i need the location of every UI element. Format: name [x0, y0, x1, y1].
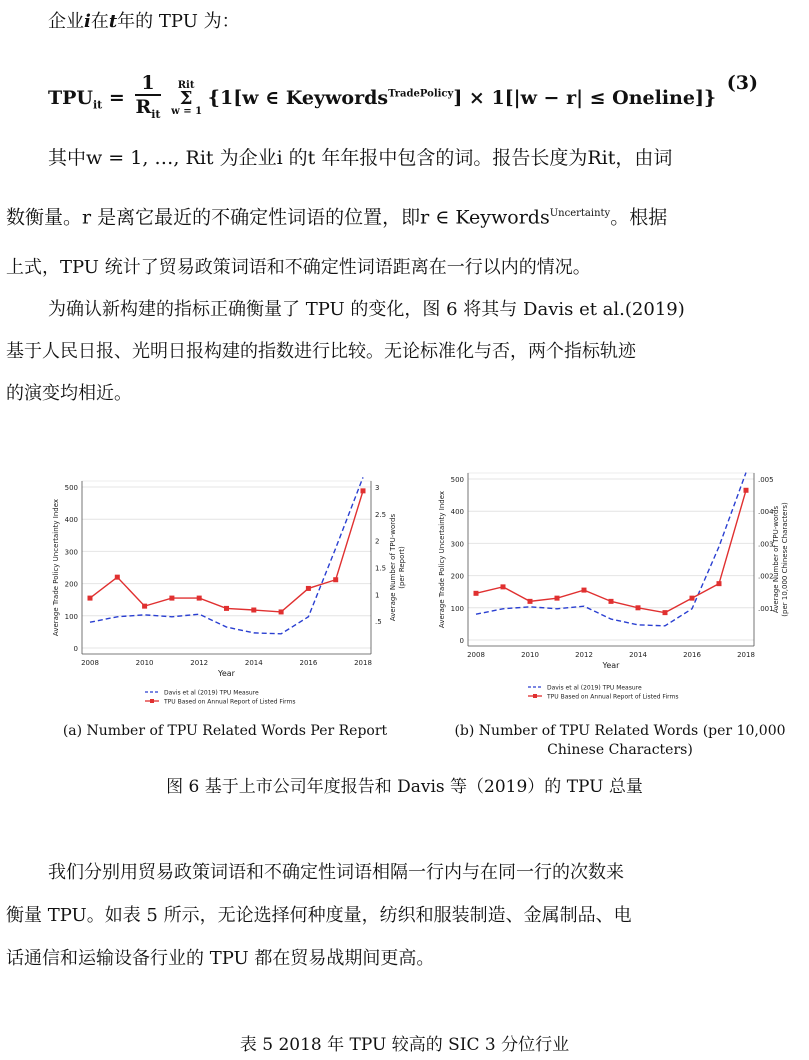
data-point	[279, 609, 284, 614]
y-tick-label-left: 200	[450, 572, 464, 581]
x-tick-label: 2016	[683, 651, 701, 659]
legend-label: Davis et al (2019) TPU Measure	[164, 689, 259, 697]
data-point	[224, 606, 229, 611]
y-axis-title-left: Average Trade Policy Uncertainty Index	[52, 498, 60, 637]
x-tick-label: 2008	[81, 659, 99, 667]
y-axis-title-right: Average Number of TPU-words	[389, 513, 397, 622]
x-tick-label: 2010	[521, 651, 539, 659]
y-tick-label-left: 100	[450, 604, 464, 613]
chart-b-svg	[428, 462, 800, 715]
data-point	[306, 586, 311, 591]
para2-line2: 基于人民日报、光明日报构建的指数进行比较。无论标准化与否，两个指标轨迹	[6, 341, 636, 362]
y-tick-label-left: 500	[450, 476, 464, 484]
y-tick-label-right: .5	[375, 618, 382, 627]
para3-line3: 话通信和运输设备行业的 TPU 都在贸易战期间更高。	[6, 948, 435, 969]
table-caption: 表 5 2018 年 TPU 较高的 SIC 3 分位行业	[239, 1035, 570, 1055]
para3-line1: 我们分别用贸易政策词语和不确定性词语相隔一行内与在同一行的次数来	[48, 862, 624, 883]
y-axis-title-right: (per 10,000 Chinese Characters)	[781, 502, 789, 617]
data-point	[690, 596, 695, 601]
sum-symbol: Rit Σ w = 1	[171, 79, 203, 117]
y-axis-title-right: Average Number of TPU-words	[772, 505, 780, 614]
y-tick-label-right: 2	[375, 537, 380, 546]
x-tick-label: 2018	[737, 651, 755, 659]
y-tick-label-left: 100	[64, 612, 78, 621]
formula-fraction: $\frac{1}{R_{it}}$	[135, 72, 161, 121]
data-point	[142, 604, 147, 609]
data-point	[474, 591, 479, 596]
para2-line3: 的演变均相近。	[6, 383, 132, 404]
x-tick-label: 2014	[629, 651, 647, 659]
y-tick-label-right: 2.5	[375, 510, 387, 519]
data-point	[744, 488, 749, 493]
data-point	[361, 488, 366, 493]
chart-a	[45, 470, 405, 715]
chart-b	[428, 462, 800, 715]
x-axis-title: Year	[602, 661, 620, 670]
x-tick-label: 2012	[190, 659, 209, 667]
y-tick-label-right: .001	[758, 604, 774, 613]
x-tick-label: 2018	[354, 659, 372, 667]
data-point	[169, 596, 174, 601]
legend-label: Davis et al (2019) TPU Measure	[547, 684, 642, 692]
y-tick-label-left: 300	[64, 548, 78, 557]
y-tick-label-right: 1.5	[375, 564, 387, 573]
para1-line3: 上式，TPU 统计了贸易政策词语和不确定性词语距离在一行以内的情况。	[6, 257, 591, 278]
data-point	[88, 596, 93, 601]
data-point	[197, 596, 202, 601]
y-tick-label-left: 0	[459, 637, 464, 645]
legend-marker	[150, 699, 154, 703]
y-tick-label-left: 0	[73, 645, 78, 653]
data-point	[555, 596, 560, 601]
y-tick-label-left: 500	[64, 484, 78, 492]
y-tick-label-right: .005	[758, 476, 774, 484]
data-point	[636, 605, 641, 610]
intro-line: 企业i在t年的 TPU 为：	[48, 11, 240, 32]
y-tick-label-right: .003	[758, 540, 774, 549]
tpu-formula: $TPU_{it}$ = $\frac{1}{R_{it}}$ Rit Σ w = 1 {1[w ∈ Keywords$^{TradePolicy}$] × 1[|w − r| ≤ Oneline]} (3)	[48, 58, 768, 118]
data-point	[333, 577, 338, 582]
y-axis-title-right: (per Report)	[398, 546, 406, 589]
data-point	[609, 599, 614, 604]
para2-line1: 为确认新构建的指标正确衡量了 TPU 的变化，图 6 将其与 Davis et al.(2019)	[48, 299, 685, 320]
data-point	[717, 581, 722, 586]
legend-label: TPU Based on Annual Report of Listed Firms	[164, 698, 296, 706]
data-point	[663, 610, 668, 615]
y-tick-label-left: 400	[64, 516, 78, 525]
data-point	[115, 575, 120, 580]
chart-a-caption: (a) Number of TPU Related Words Per Report	[62, 723, 388, 739]
x-tick-label: 2008	[467, 651, 485, 659]
y-tick-label-right: .002	[758, 572, 774, 581]
x-tick-label: 2010	[135, 659, 154, 667]
x-tick-label: 2012	[575, 651, 593, 659]
chart-b-caption: (b) Number of TPU Related Words (per 10,000 Chinese Characters)	[454, 723, 786, 758]
equation-number: (3)	[726, 72, 758, 94]
data-point	[501, 584, 506, 589]
y-tick-label-left: 300	[450, 540, 464, 549]
y-tick-label-right: 1	[375, 591, 380, 600]
data-point	[528, 599, 533, 604]
x-tick-label: 2014	[244, 659, 263, 667]
plot-area	[468, 473, 754, 646]
y-axis-title-left: Average Trade Policy Uncertainty Index	[438, 490, 446, 629]
x-axis-title: Year	[218, 669, 235, 678]
y-tick-label-right: 3	[375, 484, 380, 492]
legend-label: TPU Based on Annual Report of Listed Firms	[547, 693, 679, 701]
y-tick-label-left: 200	[64, 580, 78, 589]
x-tick-label: 2016	[299, 659, 318, 667]
legend-marker	[533, 694, 537, 698]
data-point	[582, 588, 587, 593]
figure-caption: 图 6 基于上市公司年度报告和 Davis 等（2019）的 TPU 总量	[166, 777, 643, 797]
para1-line2: 数衡量。r 是离它最近的不确定性词语的位置，即r ∈ Keywords$^{Uncertainty}$。根据	[6, 206, 668, 229]
y-tick-label-right: .004	[758, 508, 774, 517]
para1-line1: 其中w = 1, …, Rit 为企业i 的t 年年报中包含的词。报告长度为Rit，由词	[48, 147, 673, 169]
para3-line2: 衡量 TPU。如表 5 所示，无论选择何种度量，纺织和服装制造、金属制品、电	[6, 905, 632, 926]
data-point	[251, 608, 256, 613]
y-tick-label-left: 400	[450, 508, 464, 517]
chart-a-svg	[45, 470, 405, 715]
